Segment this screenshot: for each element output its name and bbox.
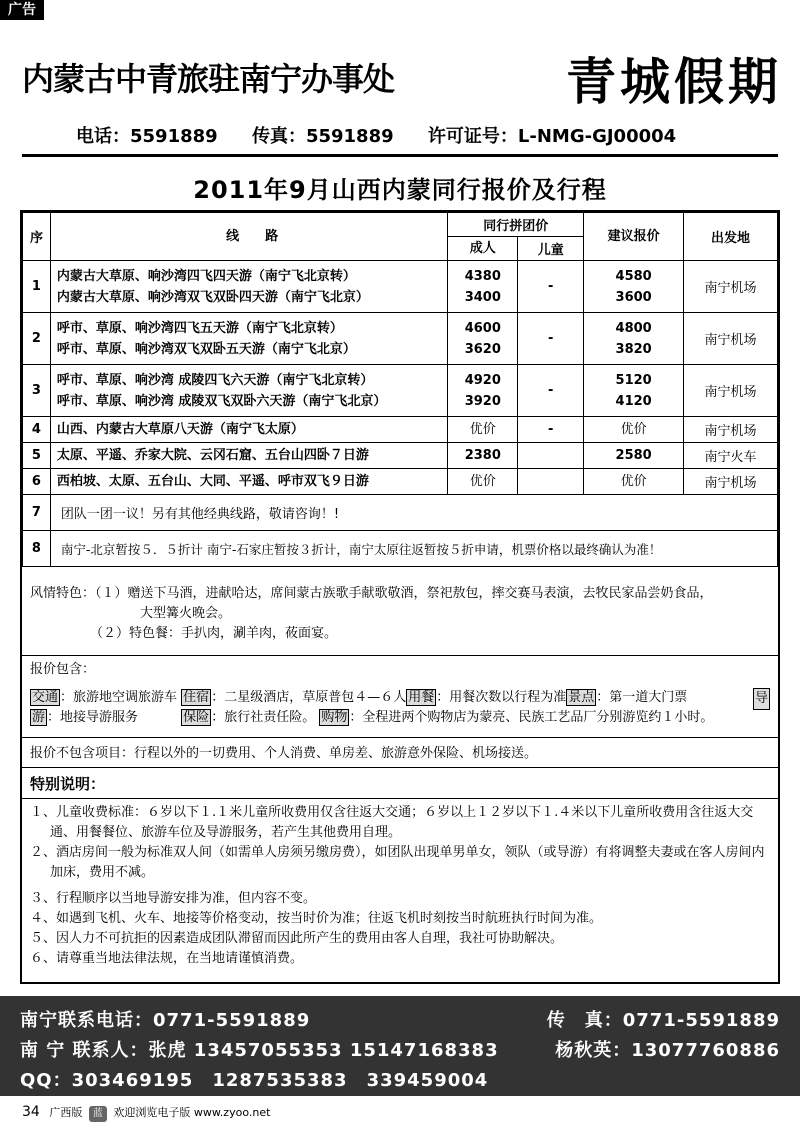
row-note: 南宁-北京暂按５．５折计 南宁-石家庄暂按３折计，南宁太原往返暂按５折申请，机票价格以最终确认为准！ [50,531,777,567]
notes-section [22,770,778,980]
note-item: ３、行程顺序以当地导游安排为准，但内容不变。 [30,891,317,906]
note-item: ４、如遇到飞机、火车、地接等价格变动，按当时价为准；往返飞机时刻按当时航班执行时间为准。 [30,911,603,926]
row-route: 太原、平遥、乔家大院、云冈石窟、五台山四卧７日游 [50,443,447,469]
row-child [518,443,584,469]
th-group-price: 同行拼团价 [448,213,584,237]
row-child: - [518,313,584,365]
row-departure: 南宁机场 [684,261,778,313]
th-no: 序 [23,213,51,261]
row-no: 4 [23,417,51,443]
row-no: 5 [23,443,51,469]
org-name: 内蒙古中青旅驻南宁办事处 [22,60,395,98]
row-departure: 南宁机场 [684,469,778,495]
contact-row [76,122,704,148]
row-child [518,469,584,495]
excluded-section [22,738,778,768]
notes-title: 特别说明： [22,774,778,799]
row-departure: 南宁火车 [684,443,778,469]
note-item: １、儿童收费标准：６岁以下１.１米儿童所收费用仅含往返大交通；６岁以上１２岁以下１.４米以下儿童所收费用含往返大交通、用餐餐位、旅游车位及导游服务，若产生其他费用自理。 [30,805,754,840]
footer-contact-1: 南 宁 联系人：张虎 13457055353 15147168383 [20,1040,499,1061]
row-adult: 4920 3920 [448,365,518,417]
row-child: - [518,417,584,443]
included-line: 交通 ：旅游地空调旅游车 住宿 ：二星级酒店，草原普包４—６人 用餐 ：用餐次数以行程为准 景点 ：第一道大门票 导 [30,688,770,708]
row-suggested: 优价 [584,417,684,443]
note-item: ２、酒店房间一般为标准双人间（如需单人房须另缴房费），如团队出现单男单女，领队（或导游）有将调整夫妻或在客人房间内加床，费用不减。 [30,845,765,880]
row-route: 内蒙古大草原、响沙湾四飞四天游（南宁飞北京转） 内蒙古大草原、响沙湾双飞双卧四天游（南宁飞北京） [50,261,447,313]
row-no: 2 [23,313,51,365]
tel: 电话：5591889 [76,126,218,147]
table-row [23,417,778,443]
row-departure: 南宁机场 [684,365,778,417]
row-no: 3 [23,365,51,417]
row-route: 呼市、草原、响沙湾四飞五天游（南宁飞北京转） 呼市、草原、响沙湾双飞双卧五天游（南宁飞北京） [50,313,447,365]
footer-contact [0,996,800,1096]
excluded-text: 报价不包含项目：行程以外的一切费用、个人消费、单房差、旅游意外保险、机场接送。 [30,746,538,761]
row-suggested: 优价 [584,469,684,495]
row-no: 7 [23,495,51,531]
price-table [22,212,778,567]
included-title: 报价包含： [30,662,96,677]
row-adult: 优价 [448,469,518,495]
row-suggested: 2580 [584,443,684,469]
features-section [22,580,778,656]
table-row [23,313,778,365]
row-adult: 2380 [448,443,518,469]
brand-name: 青城假期 [566,53,782,111]
note-item: ５、因人力不可抗拒的因素造成团队滞留而因此所产生的费用由客人自理，我社可协助解决。 [30,931,564,946]
features-line: （２）特色餐：手扒肉，涮羊肉，莜面宴。 [90,626,338,641]
row-route: 西柏坡、太原、五台山、大同、平遥、呼市双飞９日游 [50,469,447,495]
divider [22,154,778,157]
bottom-text: 欢迎浏览电子版 www.zyoo.net [113,1106,271,1119]
row-adult: 4380 3400 [448,261,518,313]
row-child: - [518,365,584,417]
features-line: 风情特色：（１）赠送下马酒，进献哈达，席间蒙古族歌手献歌敬酒，祭祀敖包，摔交赛马表演，去牧民家品尝奶食品， [30,586,713,601]
row-adult: 4600 3620 [448,313,518,365]
row-departure: 南宁机场 [684,313,778,365]
header [22,42,782,112]
row-child: - [518,261,584,313]
row-departure: 南宁机场 [684,417,778,443]
row-no: 6 [23,469,51,495]
fax: 传真：5591889 [251,126,394,147]
edition-label: 广西版 [49,1106,83,1119]
ad-tag: 广告 [0,0,44,20]
note-item: ６、请尊重当地法律法规，在当地请谨慎消费。 [30,951,304,966]
included-line: 游 ：地接导游服务 保险 ：旅行社责任险。 购物 ：全程进两个购物店为蒙亮、民族工艺品厂分别游览约１小时。 [32,710,714,725]
row-suggested: 4580 3600 [584,261,684,313]
footer-fax: 传 真：0771-5591889 [546,1010,780,1031]
row-suggested: 4800 3820 [584,313,684,365]
footer-qq: QQ：303469195 1287535383 339459004 [20,1070,489,1091]
row-route: 山西、内蒙古大草原八天游（南宁飞太原） [50,417,447,443]
page-title: 2011年9月山西内蒙同行报价及行程 [193,176,607,204]
table-row [23,261,778,313]
table-row [23,531,778,567]
row-no: 1 [23,261,51,313]
th-suggested: 建议报价 [584,213,684,261]
th-route: 线 路 [50,213,447,261]
bottom-bar [22,1104,270,1122]
footer-phone: 南宁联系电话：0771-5591889 [20,1010,311,1031]
th-child: 儿童 [518,237,584,261]
row-route: 呼市、草原、响沙湾 成陵四飞六天游（南宁飞北京转） 呼市、草原、响沙湾 成陵双飞双卧六天游（南宁飞北京） [50,365,447,417]
th-adult: 成人 [448,237,518,261]
logo-icon: 蓝 [89,1106,107,1122]
row-note: 团队一团一议！另有其他经典线路，敬请咨询！! [50,495,777,531]
table-row [23,365,778,417]
included-section [22,656,778,738]
table-row [23,469,778,495]
table-row [23,495,778,531]
row-no: 8 [23,531,51,567]
page-number: 34 [22,1104,40,1120]
license: 许可证号：L-NMG-GJ00004 [427,126,677,147]
th-departure: 出发地 [684,213,778,261]
features-line: 大型篝火晚会。 [140,606,232,621]
row-adult: 优价 [448,417,518,443]
table-row [23,443,778,469]
row-suggested: 5120 4120 [584,365,684,417]
footer-contact-2: 杨秋英：13077760886 [555,1040,780,1061]
